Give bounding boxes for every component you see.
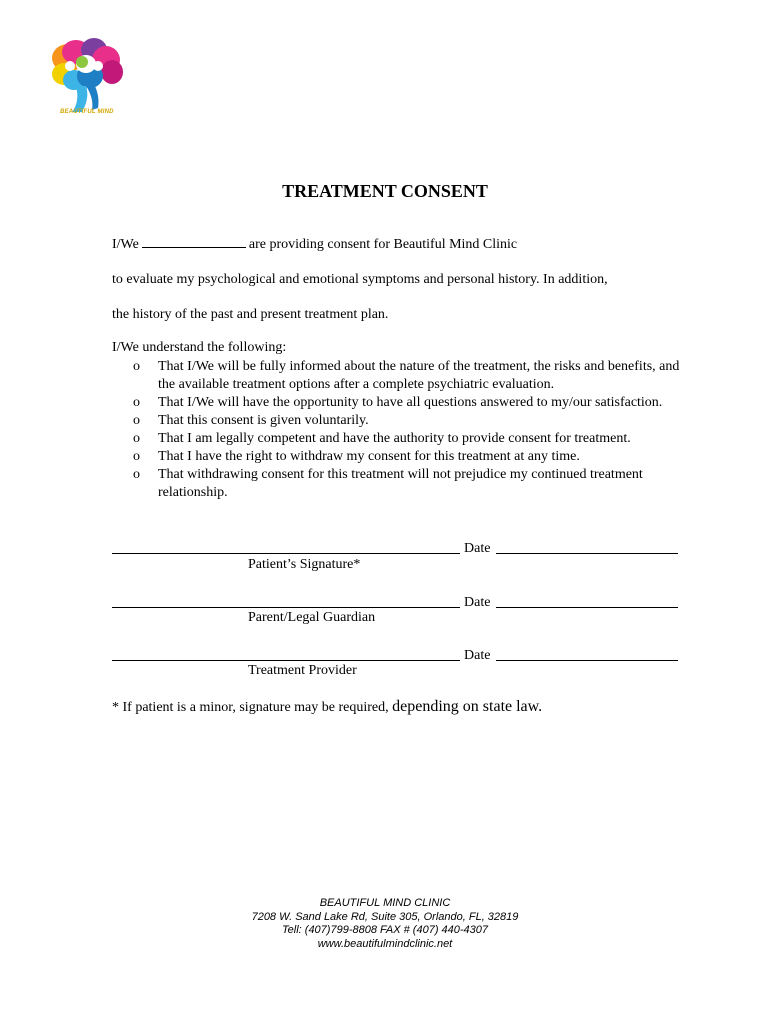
iwe-label: I/We xyxy=(112,237,139,252)
list-item: o That I/We will be fully informed about the nature of the treatment, the risks and benefits, and the available treatment options after a complete psychiatric evaluation. xyxy=(133,359,680,392)
document-title: TREATMENT CONSENT xyxy=(282,181,488,201)
guardian-signature-caption: Parent/Legal Guardian xyxy=(248,610,376,625)
minor-footnote xyxy=(112,698,542,716)
consent-line-3: the history of the past and present treatment plan. xyxy=(112,307,389,322)
logo-graphic xyxy=(46,36,128,120)
date-label: Date xyxy=(464,541,491,556)
name-blank[interactable] xyxy=(142,235,246,248)
understand-intro: I/We understand the following: xyxy=(112,340,287,355)
clinic-logo xyxy=(46,36,128,120)
bullet-marker: o xyxy=(133,449,140,464)
patient-date-field[interactable] xyxy=(496,553,678,554)
provider-signature-caption: Treatment Provider xyxy=(248,663,357,678)
bullet-marker: o xyxy=(133,467,140,482)
provider-signature-row xyxy=(112,644,678,664)
understanding-list xyxy=(133,358,693,502)
patient-signature-field[interactable] xyxy=(112,553,460,554)
clinic-footer xyxy=(0,897,770,951)
consent-line-1-rest: are providing consent for Beautiful Mind Clinic xyxy=(248,237,518,252)
consent-line-1 xyxy=(112,235,517,253)
consent-line-2: to evaluate my psychological and emotional symptoms and personal history. In addition, xyxy=(112,272,608,287)
list-item: o That withdrawing consent for this treatment will not prejudice my continued treatment relationship. xyxy=(133,467,643,500)
date-label: Date xyxy=(464,648,491,663)
footnote-part-2: depending on state law. xyxy=(392,698,543,715)
footnote-part-1: * If patient is a minor, signature may be required, xyxy=(112,700,389,715)
date-label: Date xyxy=(464,595,491,610)
bullet-marker: o xyxy=(133,413,140,428)
bullet-marker: o xyxy=(133,395,140,410)
bullet-marker: o xyxy=(133,431,140,446)
footer-clinic-name: BEAUTIFUL MIND CLINIC xyxy=(319,897,451,909)
logo-text: BEAUTIFUL MIND xyxy=(60,109,114,115)
guardian-signature-field[interactable] xyxy=(112,607,460,608)
guardian-date-field[interactable] xyxy=(496,607,678,608)
list-item: o That I have the right to withdraw my consent for this treatment at any time. xyxy=(133,449,580,464)
footer-address: 7208 W. Sand Lake Rd, Suite 305, Orlando, FL, 32819 xyxy=(251,910,519,923)
list-item: o That I am legally competent and have the authority to provide consent for treatment. xyxy=(133,431,631,446)
footer-phone: Tell: (407)799-8808 FAX # (407) 440-4307 xyxy=(281,924,489,936)
guardian-signature-row xyxy=(112,591,678,611)
provider-signature-field[interactable] xyxy=(112,660,460,661)
provider-date-field[interactable] xyxy=(496,660,678,661)
footer-website[interactable]: www.beautifulmindclinic.net xyxy=(317,937,453,950)
list-item: o That I/We will have the opportunity to have all questions answered to my/our satisfaction. xyxy=(133,395,663,410)
list-item: o That this consent is given voluntarily. xyxy=(133,413,369,428)
bullet-marker: o xyxy=(133,359,140,374)
patient-signature-row xyxy=(112,537,678,557)
patient-signature-caption: Patient’s Signature* xyxy=(248,557,361,572)
